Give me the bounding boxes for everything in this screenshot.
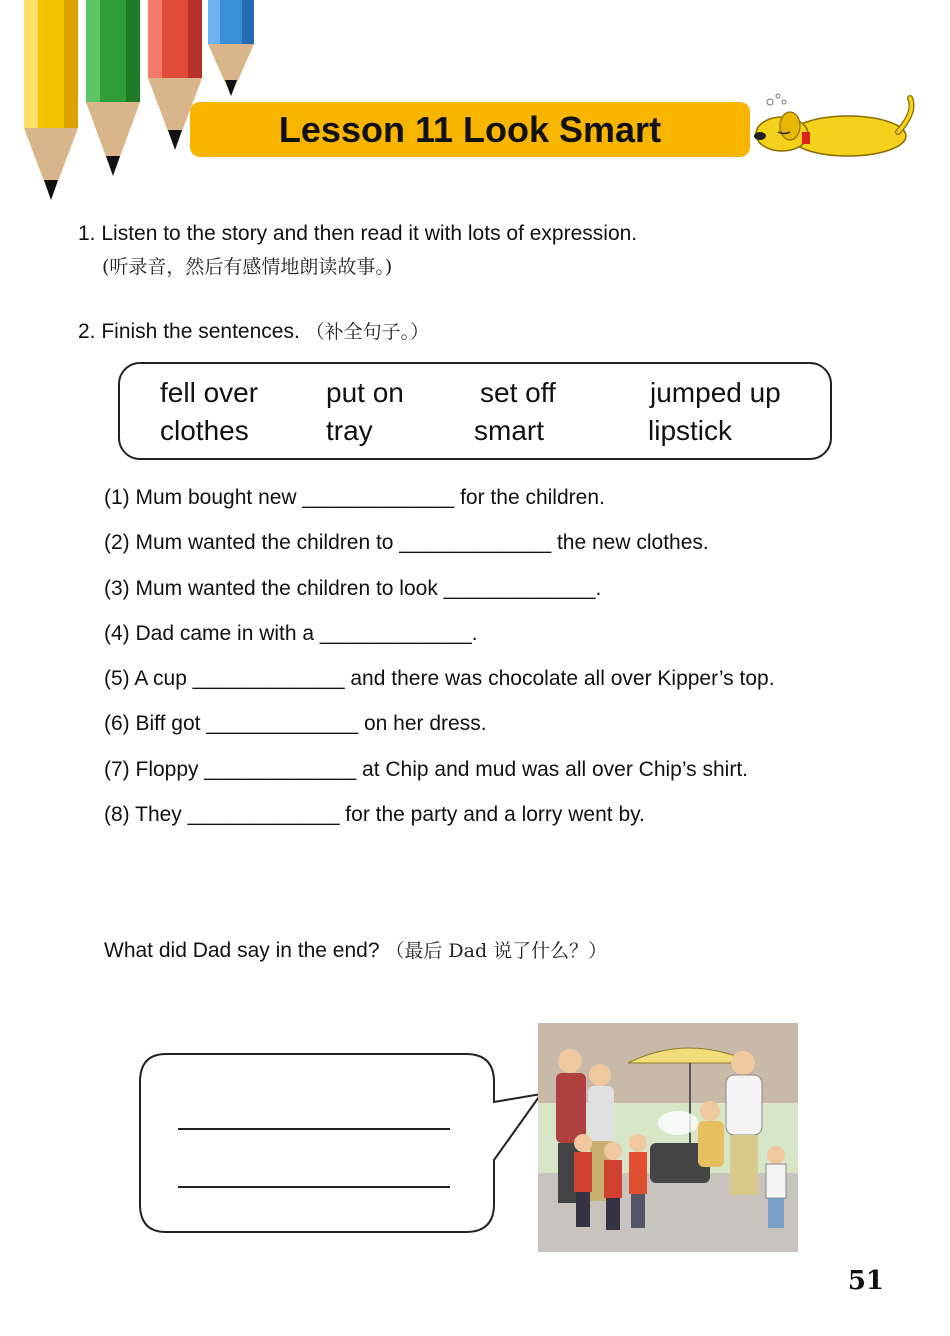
sentence-7: (7) Floppy _____________ at Chip and mud was all over Chip’s shirt. xyxy=(104,758,748,781)
sentence-4: (4) Dad came in with a _____________. xyxy=(104,622,478,645)
dog-icon xyxy=(754,94,912,156)
instruction-2-text: 2. Finish the sentences. xyxy=(78,320,300,343)
sentence-1: (1) Mum bought new _____________ for the children. xyxy=(104,486,605,509)
dad-question xyxy=(104,938,607,964)
dad-question-chinese: （最后 Dad 说了什么？） xyxy=(385,940,608,962)
sentence-3: (3) Mum wanted the children to look _____________. xyxy=(104,577,602,600)
yellow-pencil-icon xyxy=(24,0,78,200)
word-clothes: clothes xyxy=(160,415,249,446)
instruction-1: 1. Listen to the story and then read it with lots of expression. xyxy=(78,222,638,245)
sentence-5: (5) A cup _____________ and there was chocolate all over Kipper’s top. xyxy=(104,667,775,690)
sentence-8: (8) They _____________ for the party and a lorry went by. xyxy=(104,803,645,826)
word-fell-over: fell over xyxy=(160,377,259,408)
instruction-2-chinese: （补全句子。） xyxy=(305,321,430,343)
children-icon xyxy=(574,1134,647,1230)
answer-line-1[interactable] xyxy=(178,1128,450,1130)
party-scene-illustration xyxy=(538,1023,798,1252)
word-set-off: set off xyxy=(480,377,556,408)
instruction-1-chinese: (听录音，然后有感情地朗读故事。) xyxy=(102,256,393,278)
blue-pencil-icon xyxy=(208,0,254,96)
word-jumped-up: jumped up xyxy=(650,377,781,408)
page-number: 51 xyxy=(847,1266,884,1296)
instruction-2 xyxy=(78,319,429,345)
page-title: Lesson 11 Look Smart xyxy=(278,109,662,150)
sleeping-dog-illustration xyxy=(748,92,920,162)
word-put-on: put on xyxy=(326,377,404,408)
word-lipstick: lipstick xyxy=(648,415,733,446)
word-bank xyxy=(118,362,832,460)
sentence-2: (2) Mum wanted the children to _____________ the new clothes. xyxy=(104,531,709,554)
word-tray: tray xyxy=(326,415,373,446)
speech-bubble xyxy=(136,1050,556,1238)
word-smart: smart xyxy=(474,415,544,446)
green-pencil-icon xyxy=(86,0,140,176)
answer-line-2[interactable] xyxy=(178,1186,450,1188)
sentence-6: (6) Biff got _____________ on her dress. xyxy=(104,712,487,735)
dad-question-text: What did Dad say in the end? xyxy=(104,939,380,962)
